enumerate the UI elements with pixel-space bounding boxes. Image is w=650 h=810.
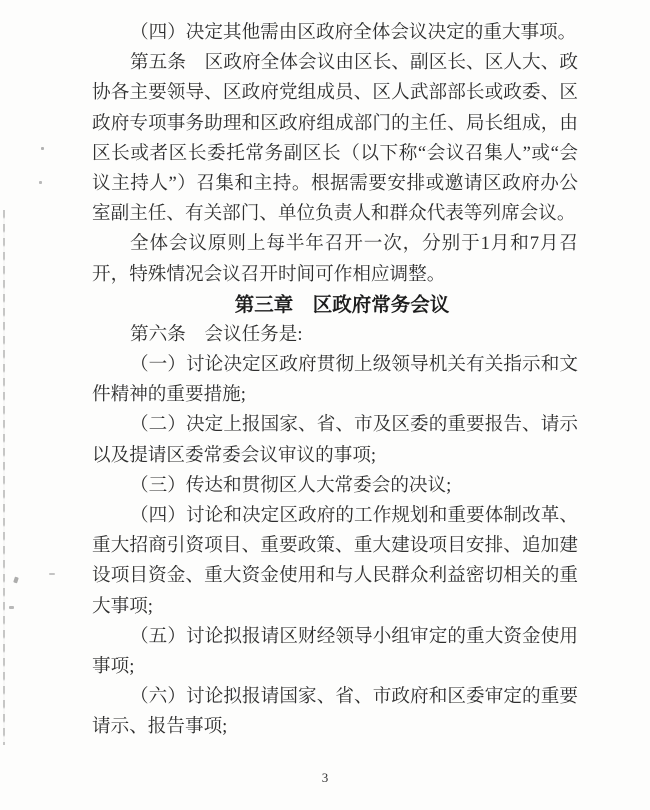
- page-number: 3: [321, 770, 329, 785]
- text-line: （三）传达和贯彻区人大常委会的决议;: [130, 474, 452, 496]
- chapter-heading: 第三章 区政府常务会议: [234, 293, 450, 316]
- text-line: 第六条 会议任务是:: [130, 323, 303, 345]
- text-line: 开，特殊情况会议召开时间可作相应调整。: [92, 263, 446, 285]
- text-line: 第五条 区政府全体会议由区长、副区长、区人大、政: [130, 52, 578, 74]
- scan-artifact-speck: [9, 606, 14, 609]
- scan-artifact-edge-line: [3, 210, 5, 745]
- text-line: 请示、报告事项;: [92, 716, 228, 738]
- text-line: （一）讨论决定区政府贯彻上级领导机关有关指示和文: [130, 354, 578, 376]
- text-line: 事项;: [92, 655, 135, 677]
- text-line: （六）讨论拟报请国家、省、市政府和区委审定的重要: [130, 686, 578, 708]
- text-line: 区长或者区长委托常务副区长（以下称“会议召集人”或“会: [92, 142, 578, 164]
- text-line: （四）决定其他需由区政府全体会议决定的重大事项。: [130, 22, 577, 43]
- text-line: 协各主要领导、区政府党组成员、区人武部部长或政委、区: [92, 82, 578, 104]
- text-line: （五）讨论拟报请区财经领导小组审定的重大资金使用: [130, 625, 578, 647]
- scan-artifact-speck: [39, 181, 42, 184]
- scan-artifact-speck: [49, 573, 55, 575]
- document-body: [92, 18, 578, 743]
- text-line: 件精神的重要措施;: [92, 384, 246, 406]
- text-line: （二）决定上报国家、省、市及区委的重要报告、请示: [130, 414, 578, 436]
- scan-artifact-speck: [13, 577, 19, 584]
- text-line: （四）讨论和决定区政府的工作规划和重要体制改革、: [130, 505, 578, 526]
- text-line: 以及提请区委常委会议审议的事项;: [92, 444, 377, 466]
- text-line: 重大招商引资项目、重要政策、重大建设项目安排、追加建: [92, 535, 578, 557]
- text-line: 设项目资金、重大资金使用和与人民群众利益密切相关的重: [92, 565, 578, 587]
- text-line: 大事项;: [92, 595, 153, 617]
- text-line: 全体会议原则上每半年召开一次，分别于1月和7月召: [130, 233, 578, 255]
- text-line: 政府专项事务助理和区政府组成部门的主任、局长组成，由: [92, 112, 578, 134]
- text-line: 室副主任、有关部门、单位负责人和群众代表等列席会议。: [92, 203, 576, 225]
- text-line: 议主持人”）召集和主持。根据需要安排或邀请区政府办公: [92, 172, 578, 194]
- scan-artifact-speck: [41, 147, 44, 150]
